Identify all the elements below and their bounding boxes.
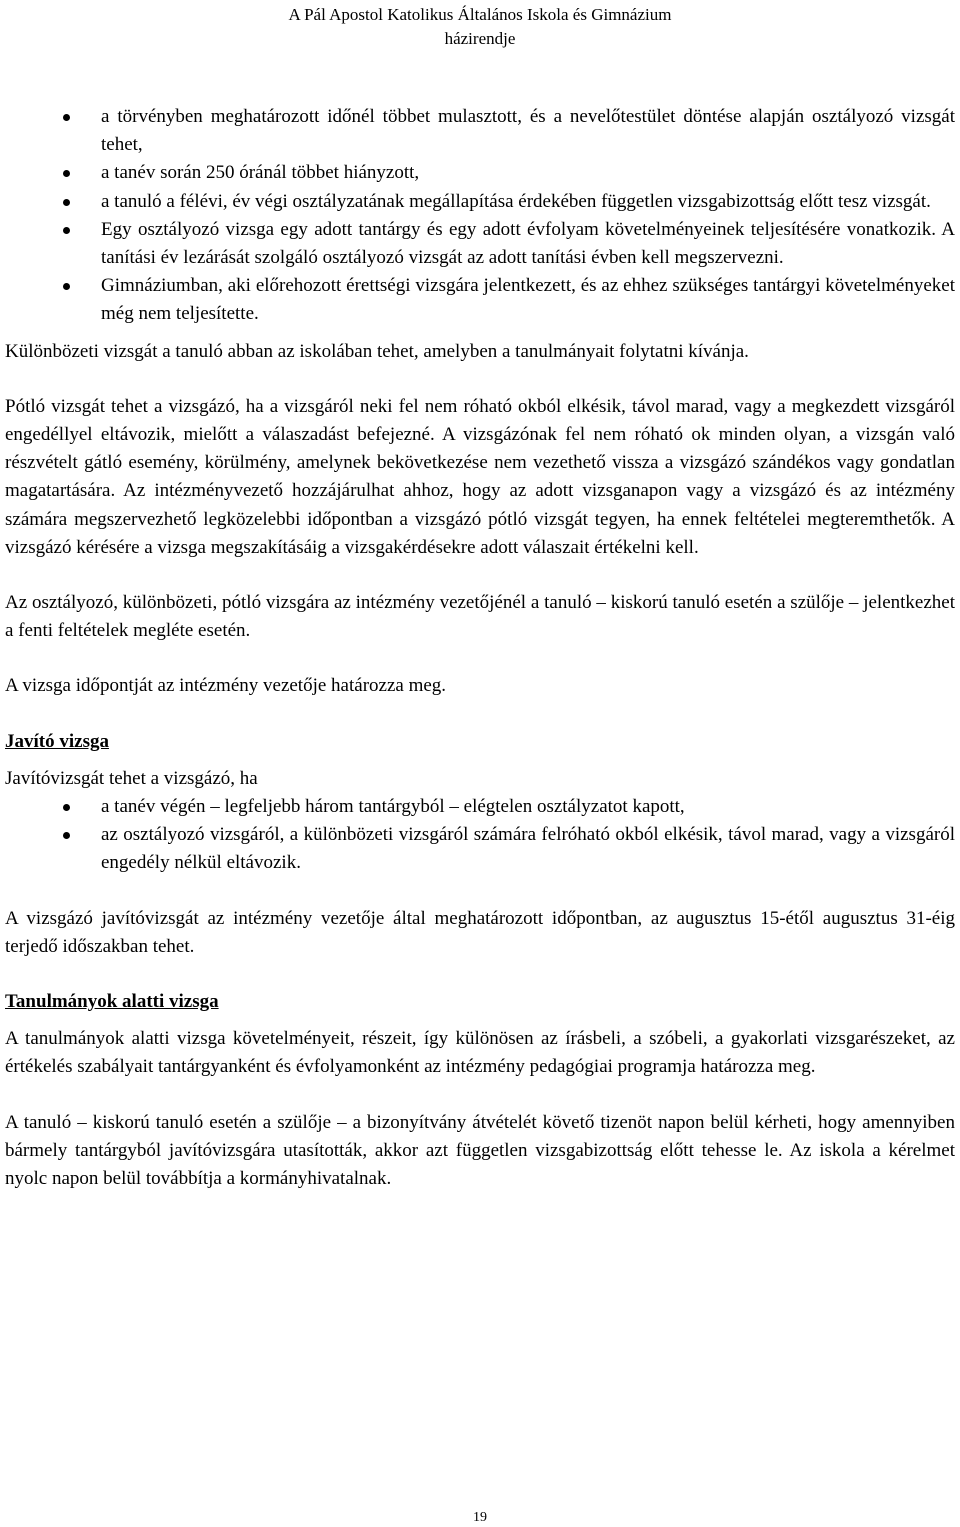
- list-item: Gimnáziumban, aki előrehozott érettségi vizsgára jelentkezett, és az ehhez szükséges tantárgyi követelményeket még nem teljesítette.: [5, 272, 955, 328]
- bullet-icon: [63, 199, 70, 206]
- header-document-title: házirendje: [444, 29, 516, 48]
- javito-conditions-list: [5, 793, 955, 878]
- javito-intro: Javítóvizsgát tehet a vizsgázó, ha: [5, 767, 258, 789]
- list-item: a törvényben meghatározott időnél többet mulasztott, és a nevelőtestület döntése alapján osztályozó vizsgát tehet,: [5, 103, 955, 159]
- list-item: a tanuló a félévi, év végi osztályzatának megállapítása érdekében független vizsgabizottság előtt tesz vizsgát.: [5, 188, 955, 216]
- document-body: [5, 103, 955, 1193]
- tanulmanyok-paragraph-1: A tanulmányok alatti vizsga követelményeit, részeit, így különösen az írásbeli, a szóbeli, a gyakorlati vizsgarészeket, az értékelés szabályait tantárgyanként és évfolyamonként az intézmény pedagógiai programja határozza meg.: [5, 1028, 955, 1078]
- bullet-icon: [63, 832, 70, 839]
- tanulmanyok-heading: Tanulmányok alatti vizsga: [5, 991, 219, 1013]
- list-item: a tanév során 250 óránál többet hiányzott,: [5, 159, 955, 187]
- page-header: [0, 3, 960, 51]
- javito-idoszak-paragraph: A vizsgázó javítóvizsgát az intézmény vezetője által meghatározott időpontban, az augusztus 15-étől augusztus 31-éig terjedő időszakban tehet.: [5, 907, 955, 957]
- idopont-paragraph: A vizsga időpontját az intézmény vezetője határozza meg.: [5, 675, 447, 697]
- tanulmanyok-paragraph-2: A tanuló – kiskorú tanuló esetén a szülője – a bizonyítvány átvételét követő tizenöt napon belül kérheti, hogy amennyiben bármely tantárgyból javítóvizsgára utasították, akkor azt független vizsgabizottság előtt tehesse le. Az iskola a kérelmet nyolc napon belül továbbítja a kormányhivatalnak.: [5, 1111, 955, 1190]
- kulonbozeti-paragraph: Különbözeti vizsgát a tanuló abban az iskolában tehet, amelyben a tanulmányait folytatni kívánja.: [5, 340, 749, 362]
- bullet-icon: [63, 114, 70, 121]
- potlo-paragraph: Pótló vizsgát tehet a vizsgázó, ha a vizsgáról neki fel nem róható okból elkésik, távol marad, vagy a megkezdett vizsgáról engedéllyel eltávozik, mielőtt a válaszadást befejezné. A vizsgázónak fel nem róható ok minden olyan, a vizsgán való részvételt gátló esemény, körülmény, amelynek bekövetkezése nem vezethető vissza a vizsgázó szándékos vagy gondatlan magatartására. Az intézményvezető hozzájárulhat ahhoz, hogy az adott vizsganapon vagy a vizsgázó és az intézmény számára megszervezhető legközelebbi időpontban a vizsgázó pótló vizsgát tegyen, ha ennek feltételei megteremthetők. A vizsgázó kérésére a vizsga megszakításáig a vizsgakérdésekre adott válaszait értékelni kell.: [5, 395, 955, 558]
- page-number: 19: [473, 1510, 487, 1525]
- jelentkezes-paragraph: Az osztályozó, különbözeti, pótló vizsgára az intézmény vezetőjénél a tanuló – kiskorú tanuló esetén a szülője – jelentkezhet a fenti feltételek megléte esetén.: [5, 592, 955, 642]
- osztalyozo-conditions-list: [5, 103, 955, 329]
- list-item: az osztályozó vizsgáról, a különbözeti vizsgáról számára felróható okból elkésik, távol marad, vagy a vizsgáról engedély nélkül eltávozik.: [5, 821, 955, 877]
- list-item: Egy osztályozó vizsga egy adott tantárgy és egy adott évfolyam követelményeinek teljesítésére vonatkozik. A tanítási év lezárását szolgáló osztályozó vizsgát az adott tanítási évben kell megszervezni.: [5, 216, 955, 272]
- bullet-icon: [63, 170, 70, 177]
- bullet-icon: [63, 804, 70, 811]
- list-item: a tanév végén – legfeljebb három tantárgyból – elégtelen osztályzatot kapott,: [5, 793, 955, 821]
- header-school-name: A Pál Apostol Katolikus Általános Iskola és Gimnázium: [288, 5, 672, 24]
- bullet-icon: [63, 227, 70, 234]
- javito-heading: Javító vizsga: [5, 730, 109, 752]
- bullet-icon: [63, 283, 70, 290]
